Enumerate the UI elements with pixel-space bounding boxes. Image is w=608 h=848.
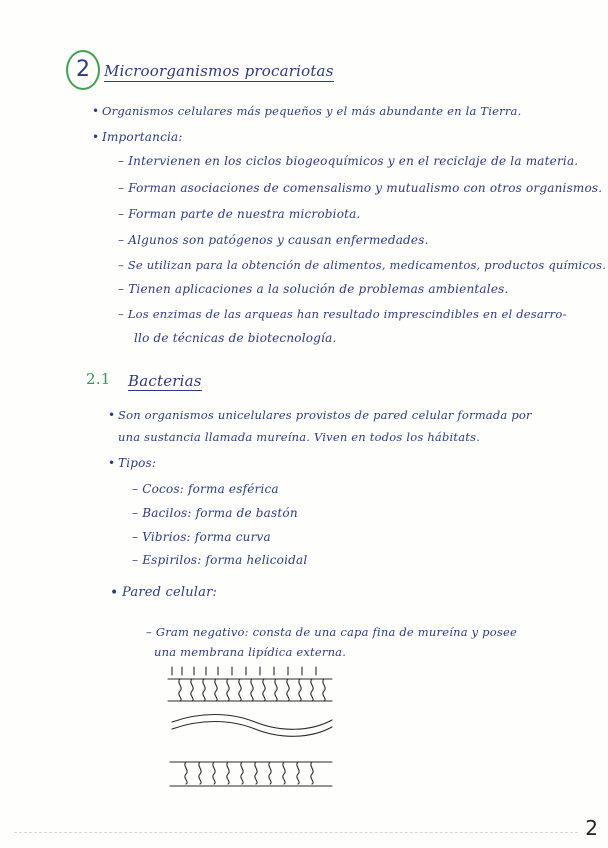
description-line-1: Son organismos unicelulares provistos de pared celular formada por — [118, 408, 532, 422]
plasma-membrane — [170, 762, 332, 786]
list-item-text: Se utilizan para la obtención de alimentos, medicamentos, productos químicos. — [127, 258, 607, 272]
list-item-text: Intervienen en los ciclos biogeoquímicos y en el reciclaje de la materia. — [128, 154, 579, 168]
type-item-text: Vibrios: forma curva — [142, 530, 271, 544]
bullet-icon: • — [110, 585, 119, 601]
dash-icon: – — [118, 181, 129, 195]
list-item-text: Forman parte de nuestra microbiota. — [128, 207, 361, 221]
list-item-text: Algunos son patógenos y causan enfermedades. — [128, 233, 429, 247]
bullet-icon: • — [92, 104, 100, 118]
list-item-text: Tienen aplicaciones a la solución de problemas ambientales. — [128, 282, 509, 296]
description-line-2: una sustancia llamada mureína. Viven en todos los hábitats. — [118, 430, 481, 444]
subsection-number: 2.1 — [86, 370, 111, 388]
list-item-continuation: llo de técnicas de biotecnología. — [134, 331, 337, 345]
gram-item-continuation: una membrana lipídica externa. — [154, 645, 347, 659]
gram-item-text: Gram negativo: consta de una capa fina de mureína y posee — [155, 625, 517, 639]
type-item-text: Bacilos: forma de bastón — [142, 506, 298, 520]
type-item-text: Espirilos: forma helicoidal — [142, 553, 308, 567]
bullet-text-1: Organismos celulares más pequeños y el más abundante en la Tierra. — [102, 104, 522, 118]
dash-icon: – — [118, 307, 128, 321]
bullet-icon: • — [92, 130, 100, 144]
types-label: Tipos: — [118, 456, 157, 470]
dash-icon: – — [132, 482, 143, 496]
dash-icon: – — [118, 233, 129, 247]
dash-icon: – — [118, 154, 129, 168]
dash-icon: – — [118, 282, 129, 296]
dash-icon: – — [132, 506, 143, 520]
dash-icon: – — [118, 258, 128, 272]
bullet-icon: • — [108, 408, 116, 422]
outer-membrane — [168, 667, 332, 701]
section-number: 2 — [66, 50, 100, 90]
dash-icon: – — [146, 625, 156, 639]
subsection-title: Bacterias — [128, 372, 202, 390]
section-title: Microorganismos procariotas — [104, 62, 334, 80]
type-item-text: Cocos: forma esférica — [142, 482, 279, 496]
dash-icon: – — [132, 530, 143, 544]
dash-icon: – — [118, 207, 129, 221]
mureina-layer — [172, 715, 332, 737]
list-item-text: Los enzimas de las arqueas han resultado imprescindibles en el desarro- — [127, 307, 567, 321]
wall-label: Pared celular: — [122, 585, 218, 600]
list-item-text: Forman asociaciones de comensalismo y mutualismo con otros organismos. — [128, 181, 603, 195]
page-number: 2 — [585, 816, 598, 840]
page-bottom-line — [14, 832, 578, 833]
dash-icon: – — [132, 553, 143, 567]
bullet-text-2: Importancia: — [102, 130, 183, 144]
bullet-icon: • — [108, 456, 116, 470]
